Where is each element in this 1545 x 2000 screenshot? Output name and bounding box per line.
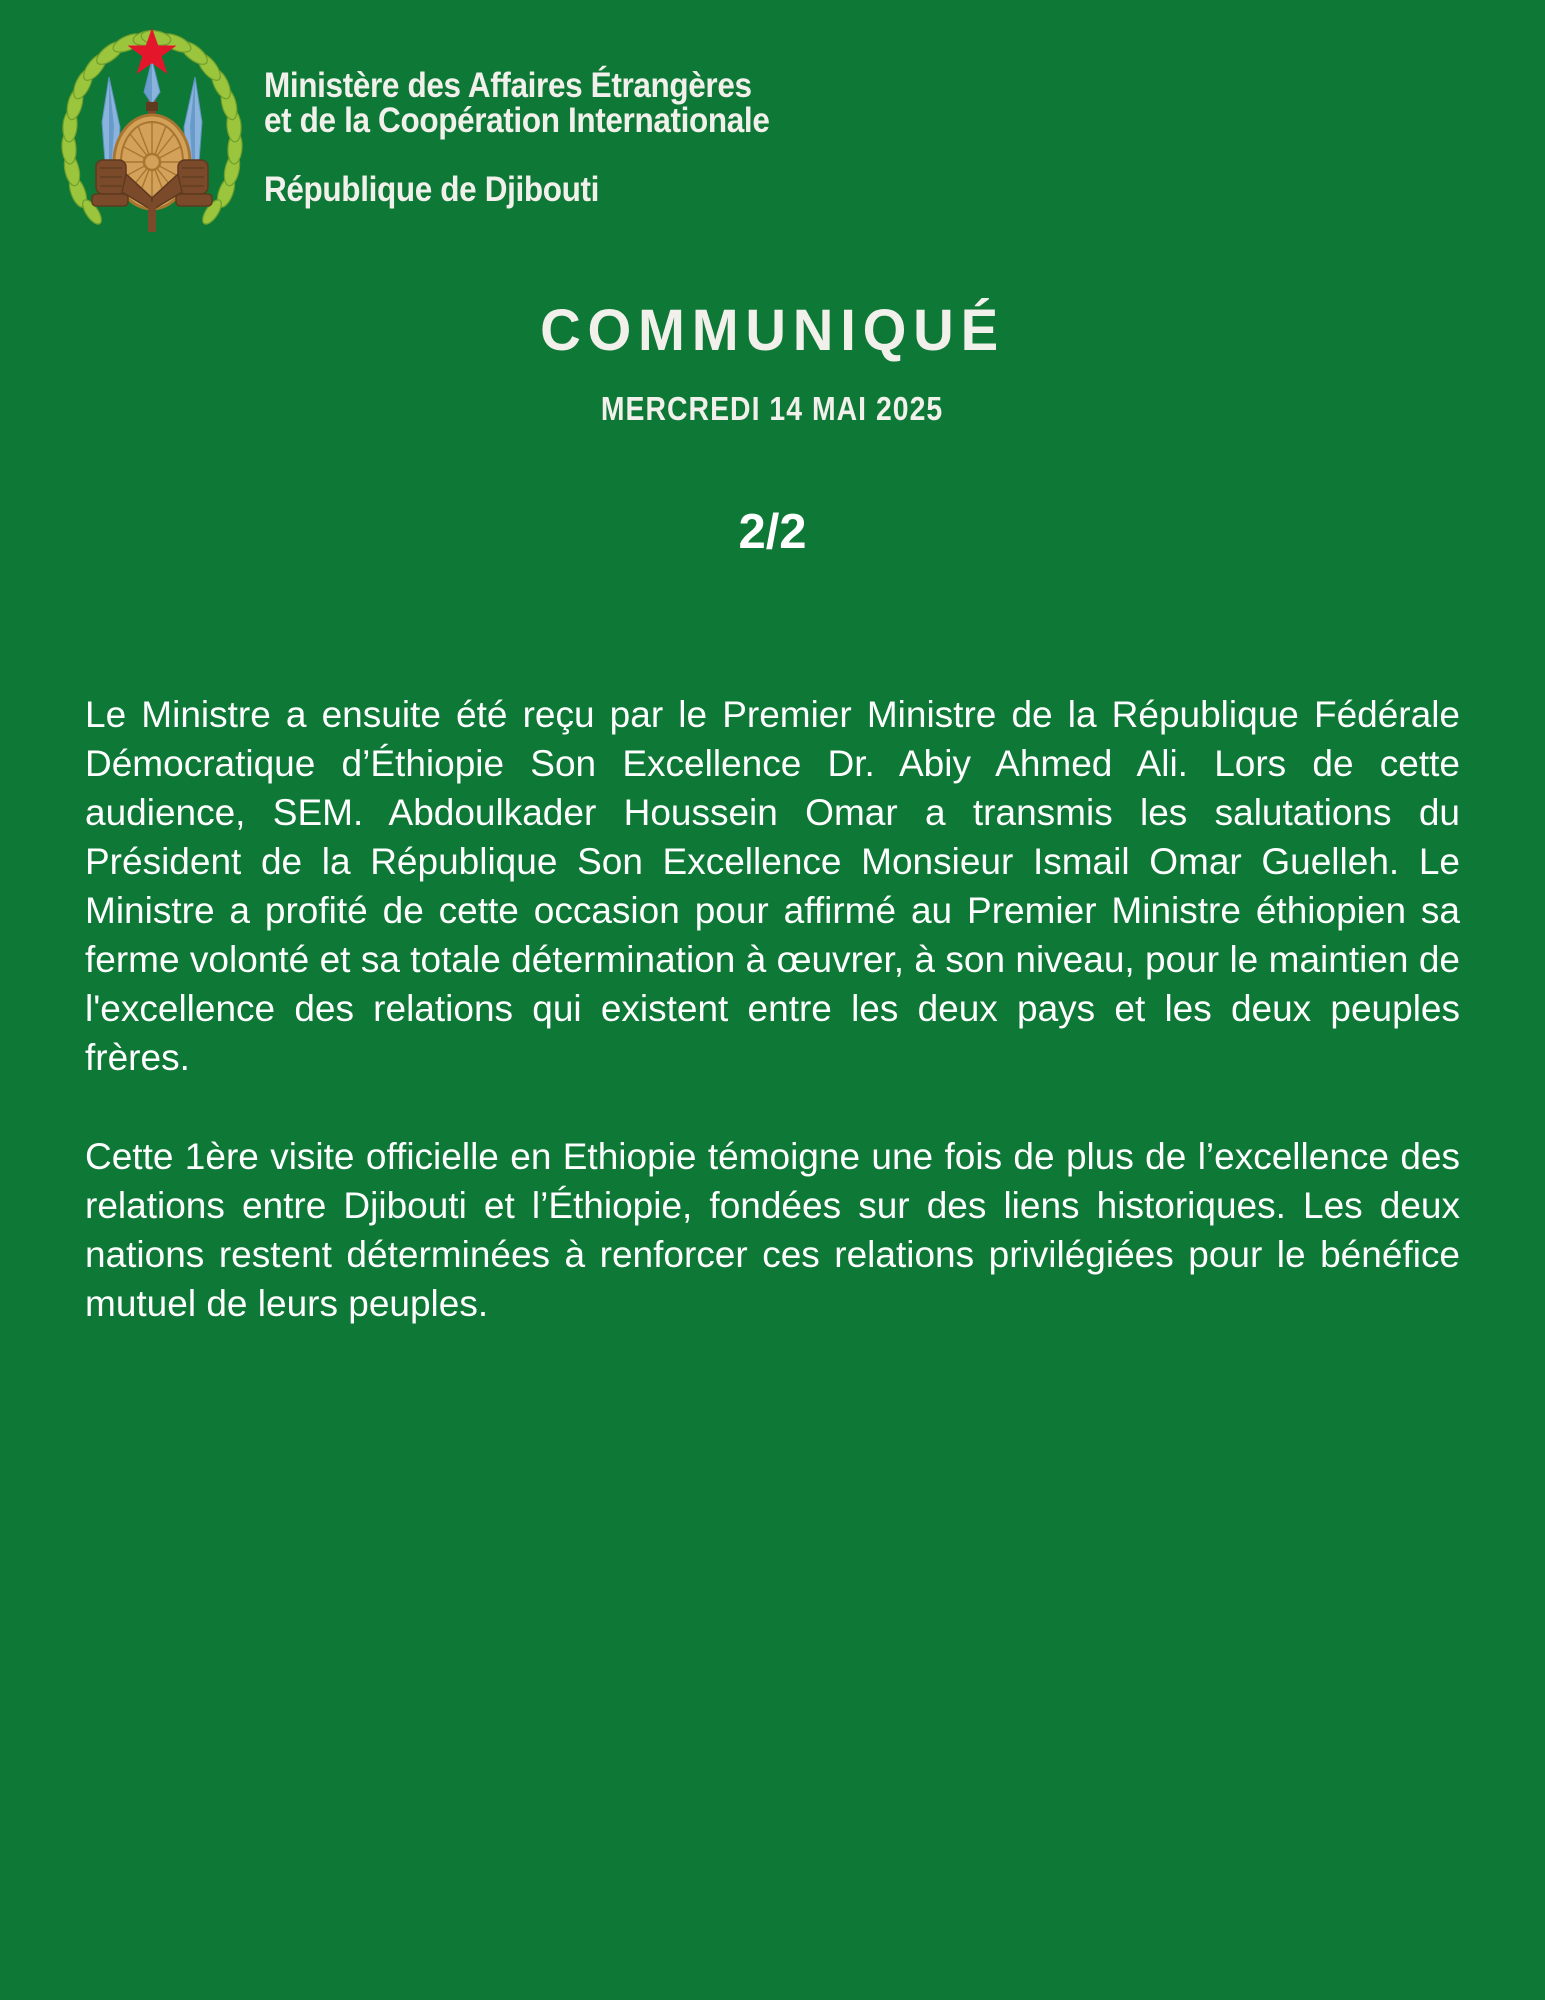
djibouti-coat-of-arms-icon bbox=[52, 22, 252, 234]
paragraph: Cette 1ère visite officielle en Ethiopie témoigne une fois de plus de l’excellence des relations entre Djibouti et l’Éthiopie, fondées sur des liens historiques. Les deux nations restent déterminées à renforcer ces relations privilégiées pour le bénéfice mutuel de leurs peuples. bbox=[85, 1136, 1460, 1324]
page-indicator: 2/2 bbox=[738, 505, 807, 559]
ministry-name-line-2: et de la Coopération Internationale bbox=[264, 101, 770, 140]
body-content bbox=[85, 690, 1460, 1328]
communique-date: MERCREDI 14 MAI 2025 bbox=[601, 390, 944, 427]
title-block bbox=[0, 298, 1545, 560]
page-title: COMMUNIQUÉ bbox=[540, 298, 1005, 363]
republic-name: République de Djibouti bbox=[264, 170, 600, 209]
header-text-block bbox=[264, 68, 826, 207]
ministry-name-line-1: Ministère des Affaires Étrangères bbox=[264, 66, 752, 105]
document-header bbox=[0, 0, 1545, 230]
paragraph: Le Ministre a ensuite été reçu par le Premier Ministre de la République Fédérale Démocratique d’Éthiopie Son Excellence Dr. Abiy Ahmed Ali. Lors de cette audience, SEM. Abdoulkader Houssein Omar a transmis les salutations du Président de la République Son Excellence Monsieur Ismail Omar Guelleh. Le Ministre a profité de cette occasion pour affirmé au Premier Ministre éthiopien sa ferme volonté et sa totale détermination à œuvrer, à son niveau, pour le maintien de l'excellence des relations qui existent entre les deux pays et les deux peuples frères. bbox=[85, 694, 1460, 1078]
